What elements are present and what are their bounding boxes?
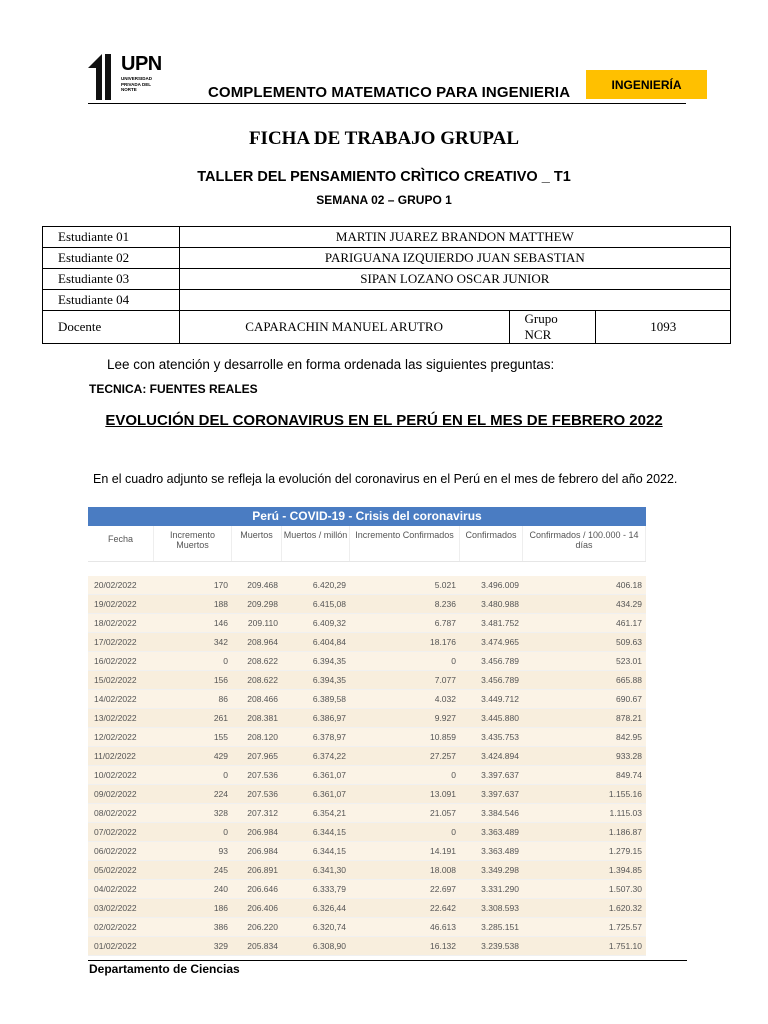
student-name: PARIGUANA IZQUIERDO JUAN SEBASTIAN: [179, 248, 730, 269]
table-cell: 3.384.546: [481, 808, 519, 818]
table-cell: 1.620.32: [608, 903, 642, 913]
table-cell: 8.236: [434, 599, 456, 609]
table-cell: 3.496.009: [481, 580, 519, 590]
table-cell: 207.536: [247, 789, 278, 799]
table-cell: 245: [213, 865, 228, 875]
column-header: Muertos: [232, 526, 282, 561]
table-cell: 6.344,15: [312, 846, 346, 856]
table-cell: 0: [223, 656, 228, 666]
table-cell: 03/02/2022: [94, 903, 137, 913]
faculty-badge: INGENIERÍA: [586, 70, 707, 99]
table-cell: 6.389,58: [312, 694, 346, 704]
table-cell: 207.965: [247, 751, 278, 761]
table-cell: 02/02/2022: [94, 922, 137, 932]
table-cell: 05/02/2022: [94, 865, 137, 875]
table-cell: 01/02/2022: [94, 941, 137, 951]
table-cell: 0: [451, 656, 456, 666]
student-label: Estudiante 04: [43, 290, 180, 311]
table-row: [88, 614, 646, 633]
group-value: 1093: [596, 311, 731, 344]
student-label: Estudiante 03: [43, 269, 180, 290]
table-row: [88, 785, 646, 804]
column-header: Confirmados: [460, 526, 523, 561]
table-cell: 13/02/2022: [94, 713, 137, 723]
table-cell: 208.466: [247, 694, 278, 704]
table-cell: 10.859: [430, 732, 456, 742]
logo-subtext: UNIVERSIDAD PRIVADA DEL NORTE: [121, 76, 153, 92]
table-cell: 188: [213, 599, 228, 609]
table-cell: 328: [213, 808, 228, 818]
table-cell: 1.155.16: [608, 789, 642, 799]
table-cell: 3.363.489: [481, 846, 519, 856]
table-cell: 6.394,35: [312, 656, 346, 666]
table-cell: 146: [213, 618, 228, 628]
table-cell: 6.354,21: [312, 808, 346, 818]
table-cell: 933.28: [616, 751, 642, 761]
table-cell: 46.613: [430, 922, 456, 932]
table-cell: 206.406: [247, 903, 278, 913]
table-row: [88, 937, 646, 956]
table-cell: 3.397.637: [481, 789, 519, 799]
table-cell: 842.95: [616, 732, 642, 742]
table-cell: 0: [451, 827, 456, 837]
table-cell: 240: [213, 884, 228, 894]
table-row: [88, 899, 646, 918]
table-cell: 3.331.290: [481, 884, 519, 894]
table-cell: 186: [213, 903, 228, 913]
table-cell: 170: [213, 580, 228, 590]
table-cell: 6.409,32: [312, 618, 346, 628]
instructions: Lee con atención y desarrolle en forma ordenada las siguientes preguntas:: [107, 357, 555, 372]
table-cell: 261: [213, 713, 228, 723]
table-cell: 156: [213, 675, 228, 685]
workshop-title: TALLER DEL PENSAMIENTO CRÌTICO CREATIVO _ T1: [197, 169, 571, 185]
header-divider: [88, 103, 686, 104]
table-cell: 3.308.593: [481, 903, 519, 913]
teacher-name: CAPARACHIN MANUEL ARUTRO: [179, 311, 509, 344]
student-name: [179, 290, 730, 311]
table-cell: 13.091: [430, 789, 456, 799]
table-cell: 3.456.789: [481, 656, 519, 666]
table-cell: 16.132: [430, 941, 456, 951]
table-cell: 3.449.712: [481, 694, 519, 704]
table-cell: 16/02/2022: [94, 656, 137, 666]
table-cell: 18.008: [430, 865, 456, 875]
table-cell: 224: [213, 789, 228, 799]
table-row: [88, 652, 646, 671]
table-cell: 207.312: [247, 808, 278, 818]
table-cell: 11/02/2022: [94, 751, 136, 761]
table-cell: 22.697: [430, 884, 456, 894]
table-cell: 12/02/2022: [94, 732, 137, 742]
table-cell: 1.394.85: [608, 865, 642, 875]
table-cell: 6.341,30: [312, 865, 346, 875]
table-row: [88, 804, 646, 823]
table-cell: 08/02/2022: [94, 808, 137, 818]
table-cell: 206.984: [247, 827, 278, 837]
table-cell: 155: [213, 732, 228, 742]
table-cell: 386: [213, 922, 228, 932]
table-cell: 14.191: [430, 846, 456, 856]
table-cell: 06/02/2022: [94, 846, 137, 856]
table-cell: 3.480.988: [481, 599, 519, 609]
footer-text: Departamento de Ciencias: [89, 962, 240, 976]
table-cell: 18/02/2022: [94, 618, 137, 628]
technique-label: TECNICA: FUENTES REALES: [89, 382, 258, 396]
table-cell: 205.834: [247, 941, 278, 951]
table-cell: 15/02/2022: [94, 675, 137, 685]
table-cell: 04/02/2022: [94, 884, 137, 894]
table-cell: 1.751.10: [608, 941, 642, 951]
table-cell: 20/02/2022: [94, 580, 137, 590]
table-cell: 93: [218, 846, 228, 856]
table-cell: 206.984: [247, 846, 278, 856]
table-row: [88, 823, 646, 842]
table-cell: 14/02/2022: [94, 694, 137, 704]
table-cell: 07/02/2022: [94, 827, 137, 837]
student-row: [43, 290, 731, 311]
table-cell: 329: [213, 941, 228, 951]
table-cell: 461.17: [616, 618, 642, 628]
student-row: [43, 227, 731, 248]
column-header: Muertos / millón: [282, 526, 350, 561]
table-cell: 1.725.57: [608, 922, 642, 932]
table-cell: 1.507.30: [608, 884, 642, 894]
table-cell: 6.374,22: [312, 751, 346, 761]
table-cell: 27.257: [430, 751, 456, 761]
table-cell: 208.964: [247, 637, 278, 647]
table-cell: 206.646: [247, 884, 278, 894]
table-cell: 7.077: [434, 675, 456, 685]
column-header: Incremento Confirmados: [350, 526, 460, 561]
table-cell: 10/02/2022: [94, 770, 137, 780]
table-cell: 17/02/2022: [94, 637, 137, 647]
table-cell: 4.032: [434, 694, 456, 704]
student-row: [43, 269, 731, 290]
table-cell: 206.891: [247, 865, 278, 875]
table-row: [88, 576, 646, 595]
table-row: [88, 709, 646, 728]
section-title: EVOLUCIÓN DEL CORONAVIRUS EN EL PERÚ EN EL MES DE FEBRERO 2022: [105, 412, 663, 429]
teacher-row: [43, 311, 731, 344]
table-cell: 6.308,90: [312, 941, 346, 951]
table-cell: 509.63: [616, 637, 642, 647]
table-cell: 342: [213, 637, 228, 647]
table-row: [88, 671, 646, 690]
table-row: [88, 880, 646, 899]
table-cell: 6.361,07: [312, 789, 346, 799]
table-cell: 09/02/2022: [94, 789, 137, 799]
student-name: SIPAN LOZANO OSCAR JUNIOR: [179, 269, 730, 290]
description-paragraph: En el cuadro adjunto se refleja la evolución del coronavirus en el Perú en el mes de febrero del año 2022.: [93, 472, 678, 486]
table-cell: 6.404,84: [312, 637, 346, 647]
table-cell: 1.186.87: [608, 827, 642, 837]
table-cell: 6.344,15: [312, 827, 346, 837]
covid-table-body: [88, 576, 646, 956]
students-table: [42, 226, 731, 344]
covid-table-header: [88, 526, 646, 562]
footer-divider: [88, 960, 687, 961]
table-row: [88, 766, 646, 785]
column-header: Fecha: [88, 526, 154, 561]
table-cell: 429: [213, 751, 228, 761]
table-cell: 208.120: [247, 732, 278, 742]
table-cell: 86: [218, 694, 228, 704]
week-title: SEMANA 02 – GRUPO 1: [316, 193, 452, 207]
student-name: MARTIN JUAREZ BRANDON MATTHEW: [179, 227, 730, 248]
table-cell: 6.787: [434, 618, 456, 628]
table-cell: 3.239.538: [481, 941, 519, 951]
table-cell: 690.67: [616, 694, 642, 704]
table-cell: 209.468: [247, 580, 278, 590]
table-cell: 6.320,74: [312, 922, 346, 932]
table-row: [88, 842, 646, 861]
covid-table: [88, 507, 646, 951]
table-cell: 3.445.880: [481, 713, 519, 723]
table-cell: 406.18: [616, 580, 642, 590]
page-title: FICHA DE TRABAJO GRUPAL: [248, 128, 520, 149]
table-cell: 6.394,35: [312, 675, 346, 685]
table-cell: 6.420,29: [312, 580, 346, 590]
table-row: [88, 728, 646, 747]
table-cell: 207.536: [247, 770, 278, 780]
table-cell: 6.378,97: [312, 732, 346, 742]
course-title: COMPLEMENTO MATEMATICO PARA INGENIERIA: [208, 84, 571, 101]
table-cell: 6.415,08: [312, 599, 346, 609]
student-row: [43, 248, 731, 269]
upn-arrow-icon: [88, 54, 120, 100]
table-cell: 3.285.151: [481, 922, 519, 932]
table-cell: 208.622: [247, 675, 278, 685]
table-row: [88, 595, 646, 614]
table-cell: 18.176: [430, 637, 456, 647]
table-cell: 1.115.03: [609, 808, 642, 818]
table-row: [88, 633, 646, 652]
table-cell: 9.927: [434, 713, 456, 723]
logo-text: UPN: [121, 53, 162, 75]
covid-table-title: Perú - COVID-19 - Crisis del coronavirus: [88, 507, 646, 526]
table-cell: 22.642: [430, 903, 456, 913]
table-row: [88, 861, 646, 880]
table-cell: 0: [223, 827, 228, 837]
table-cell: 208.622: [247, 656, 278, 666]
table-cell: 3.349.298: [481, 865, 519, 875]
column-header: Confirmados / 100.000 - 14 días: [523, 526, 646, 561]
table-cell: 6.333,79: [312, 884, 346, 894]
table-cell: 0: [223, 770, 228, 780]
table-cell: 0: [451, 770, 456, 780]
table-row: [88, 690, 646, 709]
student-label: Estudiante 01: [43, 227, 180, 248]
table-cell: 849.74: [616, 770, 642, 780]
table-cell: 209.110: [247, 618, 278, 628]
student-label: Estudiante 02: [43, 248, 180, 269]
table-cell: 3.424.894: [481, 751, 519, 761]
table-cell: 5.021: [434, 580, 456, 590]
upn-logo: [88, 54, 168, 100]
table-cell: 6.386,97: [312, 713, 346, 723]
teacher-label: Docente: [43, 311, 180, 344]
group-label: Grupo NCR: [509, 311, 596, 344]
table-cell: 19/02/2022: [94, 599, 137, 609]
table-cell: 434.29: [616, 599, 642, 609]
table-cell: 21.057: [430, 808, 456, 818]
table-cell: 3.481.752: [481, 618, 519, 628]
table-cell: 3.397.637: [481, 770, 519, 780]
column-header: Incremento Muertos: [154, 526, 232, 561]
table-cell: 208.381: [247, 713, 278, 723]
table-cell: 1.279.15: [608, 846, 642, 856]
table-cell: 3.474.965: [481, 637, 519, 647]
table-cell: 3.456.789: [481, 675, 519, 685]
table-row: [88, 747, 646, 766]
table-cell: 3.435.753: [481, 732, 519, 742]
table-cell: 206.220: [247, 922, 278, 932]
table-cell: 523.01: [616, 656, 642, 666]
table-cell: 878.21: [616, 713, 642, 723]
table-cell: 209.298: [247, 599, 278, 609]
table-cell: 6.326,44: [312, 903, 346, 913]
table-row: [88, 918, 646, 937]
table-cell: 6.361,07: [312, 770, 346, 780]
table-cell: 3.363.489: [481, 827, 519, 837]
table-cell: 665.88: [616, 675, 642, 685]
